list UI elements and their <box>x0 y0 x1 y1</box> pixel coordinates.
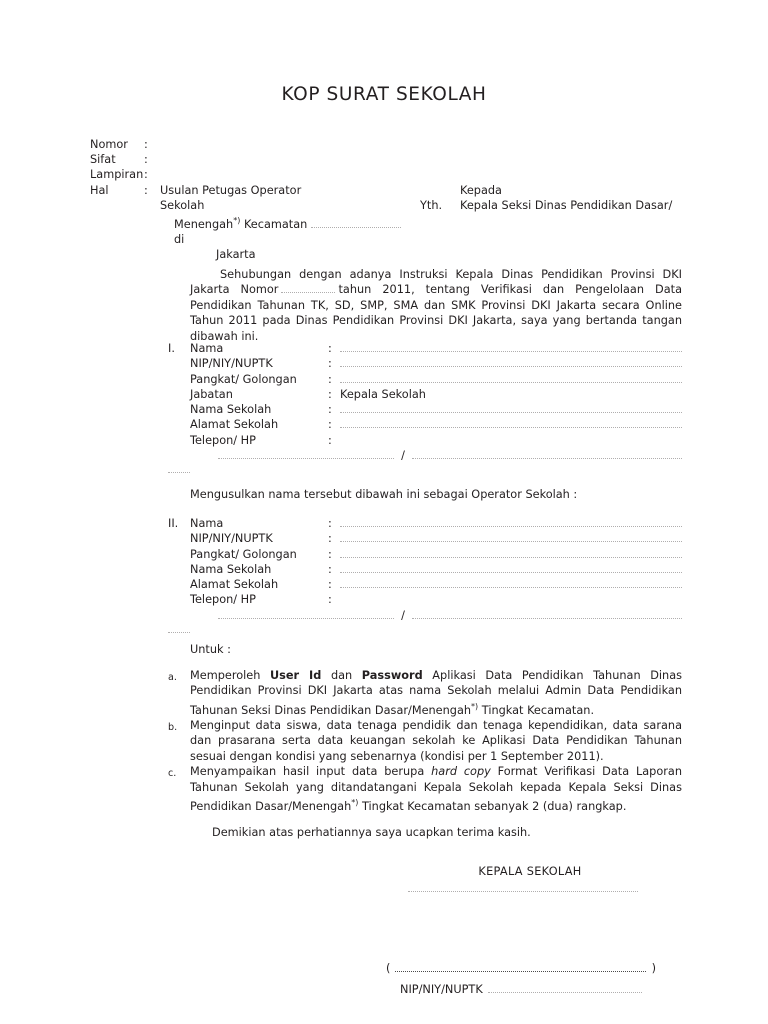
blank-line <box>412 449 682 459</box>
form-section-one <box>168 341 682 477</box>
telephone-blank-primary[interactable] <box>218 449 394 459</box>
row-colon: : <box>328 342 332 355</box>
section-one-numeral: I. <box>168 342 175 355</box>
untuk-list <box>168 668 682 814</box>
body-nomor-blank[interactable] <box>281 284 335 293</box>
signature-nip-blank[interactable] <box>488 984 642 993</box>
hal-line-1: Usulan Petugas Operator <box>160 183 302 197</box>
hal-line-3 <box>160 213 460 232</box>
form-section-two <box>168 516 682 637</box>
row-label-jabatan: Jabatan <box>190 387 233 401</box>
field-lampiran-label: Lampiran <box>90 168 144 182</box>
field-lampiran <box>90 167 690 182</box>
table-row <box>168 516 682 531</box>
hal-menengah-footnote-mark: *) <box>233 216 241 226</box>
list-item <box>168 764 682 814</box>
list-item-marker-a: a. <box>168 672 177 683</box>
body-paragraph-part-2: tahun 2011, tentang Verifikasi dan Pengelolaan Data Pendidikan Tahunan TK, SD, SMP, SMA dan SMK Provinsi DKI Jakarta secara Online Tahun 2011 pada Dinas Pendidikan Provinsi DKI Jakarta, saya yang bertanda tangan dibawah ini. <box>190 283 683 343</box>
row-colon: : <box>328 418 332 432</box>
recipient-kepada-spacer <box>420 183 460 198</box>
row-value-pangkat[interactable] <box>340 373 682 383</box>
recipient-kepada-row <box>420 183 690 198</box>
row-label-pangkat: Pangkat/ Golongan <box>190 372 297 386</box>
table-row <box>168 433 682 448</box>
blank-line <box>218 609 394 619</box>
untuk-heading: Untuk : <box>190 643 231 656</box>
letterhead-fields <box>90 137 690 262</box>
table-row <box>168 592 682 607</box>
untuk-c-part3: Tingkat Kecamatan sebanyak 2 (dua) rangkap. <box>358 799 627 813</box>
field-hal-label: Hal <box>90 183 109 197</box>
row-label-nip: NIP/NIY/NUPTK <box>190 532 273 546</box>
list-item <box>168 668 682 718</box>
blank-line <box>340 418 682 428</box>
row-label-nama-sekolah: Nama Sekolah <box>190 562 272 576</box>
field-nomor-colon: : <box>144 138 148 151</box>
row-colon: : <box>328 403 332 417</box>
blank-line <box>340 563 682 573</box>
table-row <box>168 417 682 432</box>
recipient-yth-value: Kepala Seksi Dinas Pendidikan Dasar/ <box>460 198 673 212</box>
row-value-nama-sekolah[interactable] <box>340 563 682 573</box>
table-row <box>168 531 682 546</box>
untuk-a-part2: dan <box>321 669 362 682</box>
row-value-nip[interactable] <box>340 357 682 367</box>
field-sifat-label: Sifat <box>90 153 116 167</box>
row-label-alamat-sekolah: Alamat Sekolah <box>190 578 279 592</box>
list-item <box>168 718 682 764</box>
row-colon: : <box>328 593 332 607</box>
field-nomor <box>90 137 690 152</box>
hal-kecamatan-blank[interactable] <box>311 219 401 228</box>
untuk-a-footnote-mark: *) <box>471 701 479 711</box>
blank-line <box>218 449 394 459</box>
hal-line-5: Jakarta <box>216 248 256 262</box>
telephone-split-row <box>168 448 682 463</box>
telephone-blank-secondary[interactable] <box>412 449 682 459</box>
list-item-marker-b: b. <box>168 721 178 733</box>
field-sifat-colon: : <box>144 153 148 167</box>
signature-name-blank[interactable] <box>386 962 656 975</box>
table-row <box>168 341 682 356</box>
row-label-alamat-sekolah: Alamat Sekolah <box>190 418 279 432</box>
closing-line: Demikian atas perhatiannya saya ucapkan terima kasih. <box>212 826 531 839</box>
signature-date-blank[interactable] <box>408 890 638 892</box>
row-colon: : <box>328 387 332 401</box>
row-value-nama-sekolah[interactable] <box>340 403 682 413</box>
table-row <box>168 577 682 592</box>
blank-line <box>340 532 682 542</box>
telephone-overflow-row <box>168 623 682 637</box>
row-colon: : <box>328 372 332 386</box>
row-value-nip[interactable] <box>340 532 682 542</box>
row-colon: : <box>328 578 332 592</box>
table-row <box>168 372 682 387</box>
blank-line <box>412 609 682 619</box>
untuk-a-part1: Memperoleh <box>190 669 270 682</box>
row-label-telepon: Telepon/ HP <box>190 433 256 447</box>
section-two-numeral: II. <box>168 517 179 530</box>
signature-nip-row <box>400 983 660 996</box>
row-label-nama: Nama <box>190 342 224 355</box>
blank-line <box>340 403 682 413</box>
untuk-a-bold-userid: User Id <box>269 669 322 682</box>
telephone-overflow-row <box>168 463 682 477</box>
table-row <box>168 562 682 577</box>
recipient-kepada-label: Kepada <box>460 183 502 197</box>
table-row <box>168 402 682 417</box>
list-item-text-a <box>190 668 682 718</box>
blank-line <box>340 578 682 588</box>
untuk-c-footnote-mark: *) <box>351 798 359 808</box>
signature-nip-label: NIP/NIY/NUPTK <box>400 983 483 996</box>
row-colon: : <box>328 532 332 546</box>
blank-line <box>340 548 682 558</box>
body-paragraph-part-1: Sehubungan dengan adanya Instruksi Kepala Dinas Pendidikan Provinsi DKI Jakarta Nomor <box>190 268 682 297</box>
signature-paren-close: ) <box>651 962 656 975</box>
telephone-separator: / <box>401 608 405 622</box>
hal-line-2: Sekolah <box>160 198 205 212</box>
row-label-nip: NIP/NIY/NUPTK <box>190 357 273 371</box>
list-item-marker-c: c. <box>168 768 177 780</box>
table-row <box>168 356 682 371</box>
field-nomor-label: Nomor <box>90 138 128 151</box>
signature-paren-open: ( <box>386 962 391 975</box>
telephone-split-row <box>168 608 682 623</box>
field-hal-colon: : <box>144 183 148 197</box>
blank-line <box>340 342 682 352</box>
blank-line <box>340 357 682 367</box>
row-colon: : <box>328 562 332 576</box>
row-label-pangkat: Pangkat/ Golongan <box>190 547 297 561</box>
field-hal <box>90 183 690 263</box>
untuk-a-bold-password: Password <box>361 669 423 682</box>
blank-line <box>340 373 682 383</box>
recipient-yth-label: Yth. <box>420 198 443 212</box>
body-paragraph <box>190 267 682 344</box>
field-sifat <box>90 152 690 167</box>
row-value-pangkat[interactable] <box>340 548 682 558</box>
field-lampiran-colon: : <box>144 168 148 182</box>
row-value-alamat-sekolah[interactable] <box>340 418 682 428</box>
hal-line-4: di <box>174 232 185 246</box>
field-hal-value <box>160 183 460 263</box>
list-item-text-c <box>190 764 682 814</box>
page-title: KOP SURAT SEKOLAH <box>281 84 487 105</box>
recipient-yth-row <box>420 198 690 213</box>
telephone-separator: / <box>401 449 405 463</box>
untuk-c-italic-hardcopy: hard copy <box>431 765 491 779</box>
row-colon: : <box>328 517 332 530</box>
row-label-nama: Nama <box>190 517 224 530</box>
hal-kecamatan-text: Kecamatan <box>243 217 308 231</box>
recipient-block <box>420 183 690 213</box>
row-value-nama[interactable] <box>340 517 682 527</box>
row-colon: : <box>328 547 332 561</box>
row-colon: : <box>328 357 332 371</box>
list-item-text-b: Menginput data siswa, data tenaga pendidik dan tenaga kependidikan, data sarana dan prasarana serta data keuangan sekolah ke Aplikasi Data Pendidikan Tahunan sesuai dengan kondisi yang sebenarnya (kondisi per 1 September 2011). <box>190 718 682 763</box>
table-row <box>168 387 682 402</box>
telephone-blank-primary[interactable] <box>218 609 394 619</box>
hal-menengah-text: Menengah <box>174 217 234 231</box>
blank-line-short[interactable] <box>168 623 190 633</box>
blank-line <box>340 517 682 527</box>
telephone-blank-secondary[interactable] <box>412 609 682 619</box>
row-value-alamat-sekolah[interactable] <box>340 578 682 588</box>
table-row <box>168 547 682 562</box>
row-label-telepon: Telepon/ HP <box>190 593 256 607</box>
row-label-nama-sekolah: Nama Sekolah <box>190 403 272 417</box>
row-value-nama[interactable] <box>340 342 682 352</box>
untuk-a-part4: Tingkat Kecamatan. <box>478 703 595 717</box>
signature-title: KEPALA SEKOLAH <box>478 865 582 878</box>
untuk-c-part1: Menyampaikan hasil input data berupa <box>190 765 432 779</box>
untuk-a-part3: Aplikasi Data Pendidikan Tahunan Dinas Pendidikan Provinsi DKI Jakarta atas nama Sekolah melalui Admin Data Pendidikan Tahunan Seksi Dinas Pendidikan Dasar/Menengah <box>190 669 683 717</box>
blank-line-short[interactable] <box>168 463 190 473</box>
mengusulkan-line: Mengusulkan nama tersebut dibawah ini sebagai Operator Sekolah : <box>190 488 578 501</box>
row-value-jabatan[interactable]: Kepala Sekolah <box>340 387 426 401</box>
untuk-c-part2: Format Verifikasi Data Laporan Tahunan Sekolah yang ditandatangani Kepala Sekolah kepada Kepala Seksi Dinas Pendidikan Dasar/Menengah <box>190 765 682 813</box>
blank-line <box>395 963 646 972</box>
row-colon: : <box>328 433 332 447</box>
